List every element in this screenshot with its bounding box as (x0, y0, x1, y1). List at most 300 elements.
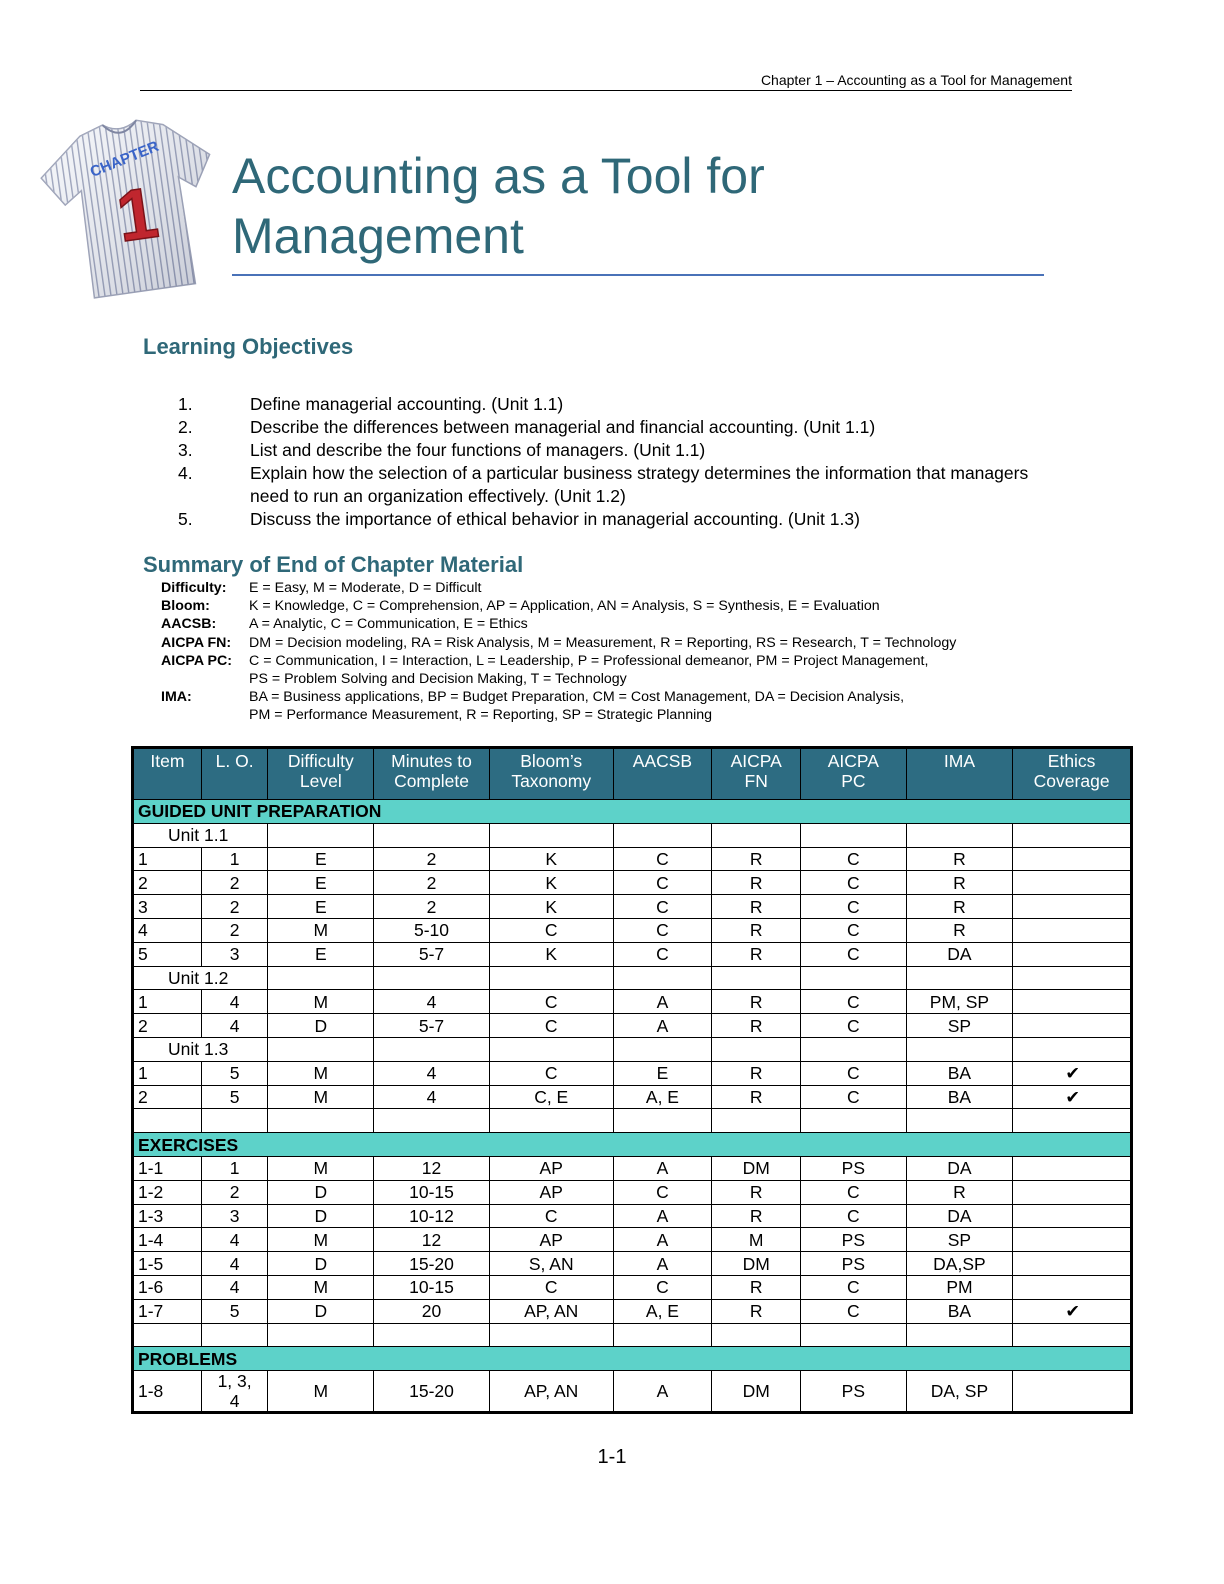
legend-row (161, 597, 1061, 615)
table-cell: PM, SP (906, 990, 1013, 1014)
objective-item (178, 393, 1058, 416)
table-cell: 2 (374, 895, 490, 919)
legend-text: BA = Business applications, BP = Budget Preparation, CM = Cost Management, DA = Decision Analysis, (249, 689, 905, 706)
table-cell: 1-2 (133, 1180, 202, 1204)
table-cell: 4 (374, 1061, 490, 1085)
table-row (133, 1252, 1132, 1276)
table-cell: AP (489, 1156, 613, 1180)
table-cell: 2 (201, 895, 268, 919)
table-cell (613, 1323, 712, 1347)
table-cell: 4 (201, 990, 268, 1014)
table-cell: 1 (201, 847, 268, 871)
table-cell: 5 (201, 1061, 268, 1085)
table-cell: DM (712, 1371, 801, 1413)
table-cell: C (489, 1061, 613, 1085)
title-line-2: Management (232, 208, 524, 264)
table-cell: S, AN (489, 1252, 613, 1276)
table-cell: R (906, 871, 1013, 895)
table-cell: PS (801, 1156, 907, 1180)
objective-number: 1. (178, 394, 193, 414)
table-row (133, 1275, 1132, 1299)
table-cell: 1-6 (133, 1275, 202, 1299)
table-cell: 20 (374, 1299, 490, 1323)
ethics-check-icon: ✔ (1013, 1061, 1132, 1085)
column-header (133, 748, 202, 800)
table-cell: A (613, 1156, 712, 1180)
section-title: EXERCISES (133, 1133, 1132, 1157)
table-cell: E (613, 1061, 712, 1085)
table-cell (801, 1323, 907, 1347)
table-cell: 4 (374, 990, 490, 1014)
table-row (133, 1204, 1132, 1228)
page-number: 1-1 (597, 1446, 627, 1468)
ethics-check-icon (1013, 1180, 1132, 1204)
legend-key: AACSB: (161, 616, 217, 633)
column-header-line: AICPA (730, 751, 782, 771)
table-cell: 1 (133, 847, 202, 871)
ethics-check-icon (1013, 847, 1132, 871)
table-cell: R (712, 1014, 801, 1038)
table-cell: DA (906, 942, 1013, 966)
table-row (133, 1299, 1132, 1323)
table-cell (1013, 1323, 1132, 1347)
table-cell: K (489, 942, 613, 966)
legend-text: PM = Performance Measurement, R = Reporting, SP = Strategic Planning (249, 707, 713, 724)
table-cell (1013, 1037, 1132, 1061)
table-cell: 10-15 (374, 1275, 490, 1299)
table-cell (201, 1109, 268, 1133)
table-cell (1013, 966, 1132, 990)
table-cell (1013, 1109, 1132, 1133)
table-cell: K (489, 895, 613, 919)
table-cell: PS (801, 1252, 907, 1276)
table-cell: C (801, 990, 907, 1014)
column-header-line: PC (841, 771, 866, 791)
table-row (133, 1228, 1132, 1252)
table-cell (374, 966, 490, 990)
table-cell: R (712, 918, 801, 942)
objective-number: 5. (178, 509, 193, 529)
ethics-check-icon (1013, 1371, 1132, 1413)
table-cell: R (906, 847, 1013, 871)
objective-number: 4. (178, 463, 193, 483)
table-cell (133, 1323, 202, 1347)
column-header (906, 748, 1013, 800)
section-row (133, 800, 1132, 824)
unit-label: Unit 1.2 (133, 966, 268, 990)
table-cell: C (613, 942, 712, 966)
table-cell: 4 (201, 1228, 268, 1252)
ethics-check-icon (1013, 895, 1132, 919)
table-cell (712, 823, 801, 847)
objective-text: Discuss the importance of ethical behavior in managerial accounting. (Unit 1.3) (250, 509, 860, 529)
column-header (801, 748, 907, 800)
table-cell: K (489, 871, 613, 895)
table-cell (906, 823, 1013, 847)
table-cell: M (268, 1061, 374, 1085)
column-header-line: Level (299, 771, 342, 791)
table-row (133, 1085, 1132, 1109)
table-cell: 1-7 (133, 1299, 202, 1323)
table-cell: 5-7 (374, 942, 490, 966)
table-cell (374, 1037, 490, 1061)
table-cell (374, 1109, 490, 1133)
column-header-line: Coverage (1033, 771, 1110, 791)
table-cell: C (489, 1014, 613, 1038)
column-header (489, 748, 613, 800)
objective-text: Describe the differences between managerial and financial accounting. (Unit 1.1) (250, 417, 876, 437)
table-cell: D (268, 1299, 374, 1323)
legend-row (161, 634, 1061, 652)
table-cell (374, 823, 490, 847)
legend-key: AICPA FN: (161, 634, 232, 651)
ethics-check-icon (1013, 990, 1132, 1014)
table-cell: C, E (489, 1085, 613, 1109)
column-header-line: IMA (943, 751, 975, 771)
table-cell: R (712, 1299, 801, 1323)
legend-key: IMA: (161, 689, 192, 706)
table-cell (268, 1037, 374, 1061)
ethics-check-icon (1013, 1204, 1132, 1228)
table-cell: C (613, 895, 712, 919)
table-cell: 2 (201, 871, 268, 895)
table-cell: R (712, 1204, 801, 1228)
column-header-line: Difficulty (287, 751, 354, 771)
table-cell (906, 1109, 1013, 1133)
table-cell: C (613, 871, 712, 895)
table-cell: PM (906, 1275, 1013, 1299)
legend-row (161, 688, 1061, 706)
table-cell: 2 (133, 871, 202, 895)
unit-row (133, 966, 1132, 990)
table-cell (268, 1109, 374, 1133)
table-cell: 12 (374, 1156, 490, 1180)
table-cell: 4 (201, 1275, 268, 1299)
table-cell (489, 1109, 613, 1133)
table-cell: 3 (201, 1204, 268, 1228)
end-of-chapter-table (131, 746, 1133, 1414)
table-cell (712, 966, 801, 990)
table-cell: C (489, 1275, 613, 1299)
table-cell: M (268, 1371, 374, 1413)
summary-heading: Summary of End of Chapter Material (143, 552, 524, 577)
table-cell: A (613, 990, 712, 1014)
table-cell: DM (712, 1156, 801, 1180)
table-cell: E (268, 942, 374, 966)
table-cell: 2 (374, 871, 490, 895)
unit-row (133, 1037, 1132, 1061)
section-title: PROBLEMS (133, 1347, 1132, 1371)
table-row (133, 871, 1132, 895)
table-cell: A (613, 1204, 712, 1228)
table-cell: 12 (374, 1228, 490, 1252)
table-cell (133, 1109, 202, 1133)
objective-number: 2. (178, 417, 193, 437)
table-cell: C (613, 847, 712, 871)
table-cell: 5 (133, 942, 202, 966)
table-cell: DA (906, 1156, 1013, 1180)
column-header-line: FN (744, 771, 768, 791)
table-cell: 2 (133, 1014, 202, 1038)
column-header-line: Ethics (1047, 751, 1096, 771)
table-cell: 4 (201, 1014, 268, 1038)
table-cell: BA (906, 1085, 1013, 1109)
table-cell: C (801, 1204, 907, 1228)
table-cell: E (268, 871, 374, 895)
table-cell: 1-1 (133, 1156, 202, 1180)
table-cell: C (801, 918, 907, 942)
table-cell: 5-10 (374, 918, 490, 942)
table-cell: SP (906, 1228, 1013, 1252)
legend-text: K = Knowledge, C = Comprehension, AP = Application, AN = Analysis, S = Synthesis, E = Evaluation (249, 598, 880, 615)
legend-list (161, 579, 1061, 725)
table-cell: BA (906, 1061, 1013, 1085)
legend-key: Bloom: (161, 598, 210, 615)
legend-text: A = Analytic, C = Communication, E = Ethics (249, 616, 528, 633)
column-header (613, 748, 712, 800)
table-cell: 3 (133, 895, 202, 919)
table-cell: 2 (374, 847, 490, 871)
table-cell (801, 1109, 907, 1133)
table-cell: C (801, 1180, 907, 1204)
table-cell: C (489, 990, 613, 1014)
table-row (133, 1061, 1132, 1085)
table-row (133, 918, 1132, 942)
objective-item (178, 439, 1058, 462)
table-cell: D (268, 1252, 374, 1276)
table-cell: C (801, 895, 907, 919)
table-cell: 10-12 (374, 1204, 490, 1228)
chapter-jersey-icon (32, 108, 228, 304)
legend-row (161, 615, 1061, 633)
learning-objectives-list (178, 393, 1058, 531)
table-cell: 1 (201, 1156, 268, 1180)
table-cell: C (801, 942, 907, 966)
table-cell: DA, SP (906, 1371, 1013, 1413)
table-row (133, 990, 1132, 1014)
table-cell: D (268, 1014, 374, 1038)
table-cell (613, 1109, 712, 1133)
table-cell (712, 1109, 801, 1133)
table-cell: M (712, 1228, 801, 1252)
table-row-blank (133, 1109, 1132, 1133)
table-cell (374, 1323, 490, 1347)
column-header (201, 748, 268, 800)
table-cell (201, 1323, 268, 1347)
legend-key: Difficulty: (161, 580, 227, 596)
legend-row (161, 652, 1061, 670)
ethics-check-icon (1013, 942, 1132, 966)
table-cell: DM (712, 1252, 801, 1276)
table-cell: 3 (201, 942, 268, 966)
table-cell: R (906, 918, 1013, 942)
table-cell: A, E (613, 1299, 712, 1323)
table-cell: R (712, 1180, 801, 1204)
table-cell (613, 1037, 712, 1061)
table-cell: A (613, 1252, 712, 1276)
chapter-word: CHAPTER (87, 137, 162, 181)
column-header-line: L. O. (215, 751, 254, 771)
table-cell (489, 823, 613, 847)
ethics-check-icon (1013, 1014, 1132, 1038)
table-cell (712, 1323, 801, 1347)
table-cell: C (801, 1014, 907, 1038)
column-header-line: AACSB (632, 751, 693, 771)
table-cell: DA (906, 1204, 1013, 1228)
table-cell: C (613, 918, 712, 942)
objective-text: Explain how the selection of a particular business strategy determines the information that managers need to run an organization effectively. (Unit 1.2) (250, 463, 1029, 506)
unit-label: Unit 1.1 (133, 823, 268, 847)
ethics-check-icon: ✔ (1013, 1085, 1132, 1109)
table-cell: R (906, 895, 1013, 919)
column-header (374, 748, 490, 800)
table-cell: 5-7 (374, 1014, 490, 1038)
table-cell (489, 1037, 613, 1061)
table-header-row (133, 748, 1132, 800)
table-cell: C (613, 1180, 712, 1204)
table-cell (613, 823, 712, 847)
table-cell (906, 1323, 1013, 1347)
legend-text: PS = Problem Solving and Decision Making, T = Technology (249, 671, 627, 688)
column-header (268, 748, 374, 800)
table-cell: C (801, 871, 907, 895)
table-cell: C (489, 1204, 613, 1228)
legend-text: E = Easy, M = Moderate, D = Difficult (249, 580, 482, 596)
table-cell: M (268, 990, 374, 1014)
ethics-check-icon (1013, 1228, 1132, 1252)
table-cell: AP (489, 1228, 613, 1252)
learning-objectives-heading: Learning Objectives (143, 334, 354, 359)
table-cell (201, 1371, 268, 1413)
table-cell: R (712, 895, 801, 919)
table-cell: C (489, 918, 613, 942)
table-cell: DA,SP (906, 1252, 1013, 1276)
title-line-1: Accounting as a Tool for (232, 148, 765, 204)
legend-key (161, 670, 249, 688)
ethics-check-icon (1013, 1252, 1132, 1276)
objective-text: List and describe the four functions of managers. (Unit 1.1) (250, 440, 706, 460)
table-cell (801, 823, 907, 847)
table-cell: 4 (374, 1085, 490, 1109)
objective-item (178, 462, 1058, 508)
table-cell: C (801, 1085, 907, 1109)
ethics-check-icon (1013, 918, 1132, 942)
table-cell: PS (801, 1371, 907, 1413)
table-cell: A, E (613, 1085, 712, 1109)
ethics-check-icon: ✔ (1013, 1299, 1132, 1323)
column-header-line: Bloom’s (520, 751, 583, 771)
table-cell: M (268, 1156, 374, 1180)
table-cell (801, 966, 907, 990)
table-cell: 5 (201, 1085, 268, 1109)
table-cell (268, 823, 374, 847)
table-cell: C (613, 1275, 712, 1299)
table-cell: M (268, 1085, 374, 1109)
table-cell: 15-20 (374, 1252, 490, 1276)
table-row-blank (133, 1323, 1132, 1347)
table-cell: A (613, 1228, 712, 1252)
column-header-line: Complete (394, 771, 469, 791)
table-row (133, 1371, 1132, 1413)
section-title: GUIDED UNIT PREPARATION (133, 800, 1132, 824)
table-row (133, 847, 1132, 871)
table-cell: 1-5 (133, 1252, 202, 1276)
legend-text: DM = Decision modeling, RA = Risk Analysis, M = Measurement, R = Reporting, RS = Research, T = Technology (249, 634, 957, 651)
table-cell (489, 1323, 613, 1347)
table-cell: R (712, 990, 801, 1014)
ethics-check-icon (1013, 871, 1132, 895)
unit-label: Unit 1.3 (133, 1037, 268, 1061)
table-cell: D (268, 1180, 374, 1204)
table-cell: C (801, 847, 907, 871)
table-cell (906, 966, 1013, 990)
table-cell (712, 1037, 801, 1061)
legend-row (161, 579, 1061, 597)
table-cell: 5 (201, 1299, 268, 1323)
table-cell: 4 (201, 1252, 268, 1276)
table-cell: C (801, 1299, 907, 1323)
legend-text: C = Communication, I = Interaction, L = Leadership, P = Professional demeanor, PM = Project Management, (249, 652, 929, 669)
table-cell: 10-15 (374, 1180, 490, 1204)
table-cell: 1-8 (133, 1371, 202, 1413)
table-cell: AP (489, 1180, 613, 1204)
objective-text: Define managerial accounting. (Unit 1.1) (250, 394, 564, 414)
table-cell: R (712, 871, 801, 895)
table-cell: R (906, 1180, 1013, 1204)
table-cell: 15-20 (374, 1371, 490, 1413)
column-header (1013, 748, 1132, 800)
table-row (133, 1156, 1132, 1180)
ethics-check-icon (1013, 1275, 1132, 1299)
table-cell: 1 (133, 1061, 202, 1085)
table-cell (268, 1323, 374, 1347)
table-cell: PS (801, 1228, 907, 1252)
table-cell: M (268, 1275, 374, 1299)
objective-number: 3. (178, 440, 193, 460)
table-cell: C (801, 1061, 907, 1085)
section-row (133, 1347, 1132, 1371)
chapter-title (232, 146, 1044, 276)
table-cell: R (712, 1275, 801, 1299)
table-cell: M (268, 1228, 374, 1252)
section-row (133, 1133, 1132, 1157)
table-cell: 2 (201, 1180, 268, 1204)
legend-key (161, 706, 249, 724)
table-cell: C (801, 1275, 907, 1299)
table-cell (613, 966, 712, 990)
table-cell: A (613, 1014, 712, 1038)
table-cell: A (613, 1371, 712, 1413)
table-cell (268, 966, 374, 990)
unit-row (133, 823, 1132, 847)
table-cell: E (268, 895, 374, 919)
table-cell: 1-4 (133, 1228, 202, 1252)
legend-row (161, 706, 1061, 724)
column-header (712, 748, 801, 800)
table-cell: SP (906, 1014, 1013, 1038)
table-cell: M (268, 918, 374, 942)
table-cell (801, 1037, 907, 1061)
column-header-line: Taxonomy (511, 771, 592, 791)
table-cell (489, 966, 613, 990)
table-cell: 2 (201, 918, 268, 942)
column-header-line: Item (150, 751, 185, 771)
ethics-check-icon (1013, 1156, 1132, 1180)
table-cell: D (268, 1204, 374, 1228)
objective-item (178, 416, 1058, 439)
lo-value: 1, 3, 4 (217, 1371, 252, 1412)
table-cell: 1 (133, 990, 202, 1014)
